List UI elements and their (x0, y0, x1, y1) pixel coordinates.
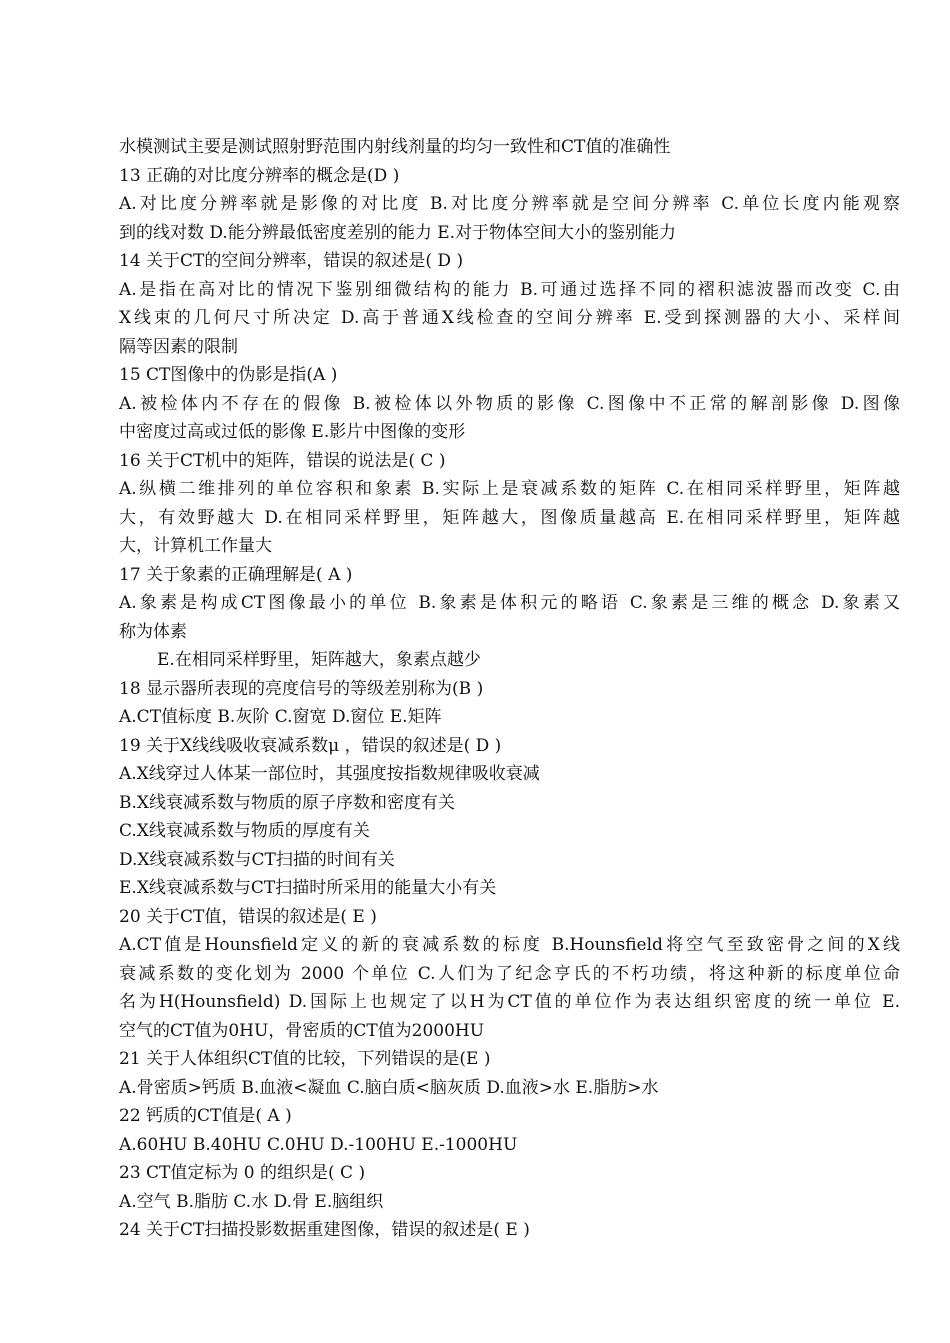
text-line: B.X线衰减系数与物质的原子序数和密度有关 (119, 792, 455, 813)
text-line: A.60HU B.40HU C.0HU D.-100HU E.-1000HU (119, 1134, 518, 1155)
text-line: 称为体素 (119, 621, 187, 642)
text-line: 空气的CT值为0HU，骨密质的CT值为2000HU (119, 1020, 485, 1041)
text-line: A.空气 B.脂肪 C.水 D.骨 E.脑组织 (119, 1191, 384, 1212)
text-line: 衰减系数的变化划为 2000 个单位 C.人们为了纪念亨氏的不朽功绩，将这种新的标度单位命 (119, 963, 900, 984)
text-line: 大，有效野越大 D.在相同采样野里，矩阵越大，图像质量越高 E.在相同采样野里，矩阵越 (119, 507, 900, 528)
text-line: 中密度过高或过低的影像 E.影片中图像的变形 (119, 422, 466, 442)
text-line: A.象素是构成CT图像最小的单位 B.象素是体积元的略语 C.象素是三维的概念 D.象素又 (119, 593, 900, 613)
text-line: 13 正确的对比度分辨率的概念是(D ) (119, 165, 400, 186)
text-line: 24 关于CT扫描投影数据重建图像，错误的叙述是( E ) (119, 1220, 530, 1240)
text-line: A.CT值标度 B.灰阶 C.窗宽 D.窗位 E.矩阵 (119, 707, 442, 727)
text-line: 隔等因素的限制 (119, 336, 238, 357)
text-line: A.骨密质>钙质 B.血液<凝血 C.脑白质<脑灰质 D.血液>水 E.脂肪>水 (119, 1077, 659, 1098)
text-line: A.对比度分辨率就是影像的对比度 B.对比度分辨率就是空间分辨率 C.单位长度内能观察 (119, 194, 900, 214)
text-line: A.CT值是Hounsfield定义的新的衰减系数的标度 B.Hounsfield将空气至致密骨之间的X线 (119, 935, 900, 955)
text-line: E.X线衰减系数与CT扫描时所采用的能量大小有关 (119, 878, 497, 898)
text-line: 15 CT图像中的伪影是指(A ) (119, 365, 338, 385)
text-line: 16 关于CT机中的矩阵，错误的说法是( C ) (119, 450, 446, 471)
text-line: 名为H(Hounsfield) D.国际上也规定了以H为CT值的单位作为表达组织密度的统一单位 E. (119, 992, 900, 1012)
text-line: 21 关于人体组织CT值的比较，下列错误的是(E ) (119, 1049, 491, 1069)
text-line: 大，计算机工作量大 (119, 536, 272, 556)
text-line: 19 关于X线线吸收衰减系数μ ，错误的叙述是( D ) (119, 735, 502, 756)
text-line: X线束的几何尺寸所决定 D.高于普通X线检查的空间分辨率 E.受到探测器的大小、采样间 (119, 308, 900, 328)
text-line: A.是指在高对比的情况下鉴别细微结构的能力 B.可通过选择不同的褶积滤波器而改变 C.由 (119, 279, 900, 300)
text-line: D.X线衰减系数与CT扫描的时间有关 (119, 849, 395, 870)
text-line: C.X线衰减系数与物质的厚度有关 (119, 821, 370, 841)
text-line: 17 关于象素的正确理解是( A ) (119, 564, 353, 585)
text-line: A.被检体内不存在的假像 B.被检体以外物质的影像 C.图像中不正常的解剖影像 D.图像 (119, 393, 900, 414)
text-line: 20 关于CT值，错误的叙述是( E ) (119, 906, 377, 927)
text-line: A.纵横二维排列的单位容积和象素 B.实际上是衰减系数的矩阵 C.在相同采样野里，矩阵越 (119, 479, 900, 499)
document-page (119, 133, 900, 1245)
text-line: 到的线对数 D.能分辨最低密度差别的能力 E.对于物体空间大小的鉴别能力 (119, 222, 677, 243)
text-line: A.X线穿过人体某一部位时，其强度按指数规律吸收衰减 (119, 764, 540, 784)
text-line: E.在相同采样野里，矩阵越大，象素点越少 (157, 650, 481, 670)
text-line: 22 钙质的CT值是( A ) (119, 1106, 292, 1126)
text-line: 18 显示器所表现的亮度信号的等级差别称为(B ) (119, 678, 484, 699)
text-line: 23 CT值定标为 0 的组织是( C ) (119, 1163, 366, 1183)
text-line: 14 关于CT的空间分辨率，错误的叙述是( D ) (119, 251, 464, 271)
text-line: 水模测试主要是测试照射野范围内射线剂量的均匀一致性和CT值的准确性 (119, 137, 671, 157)
